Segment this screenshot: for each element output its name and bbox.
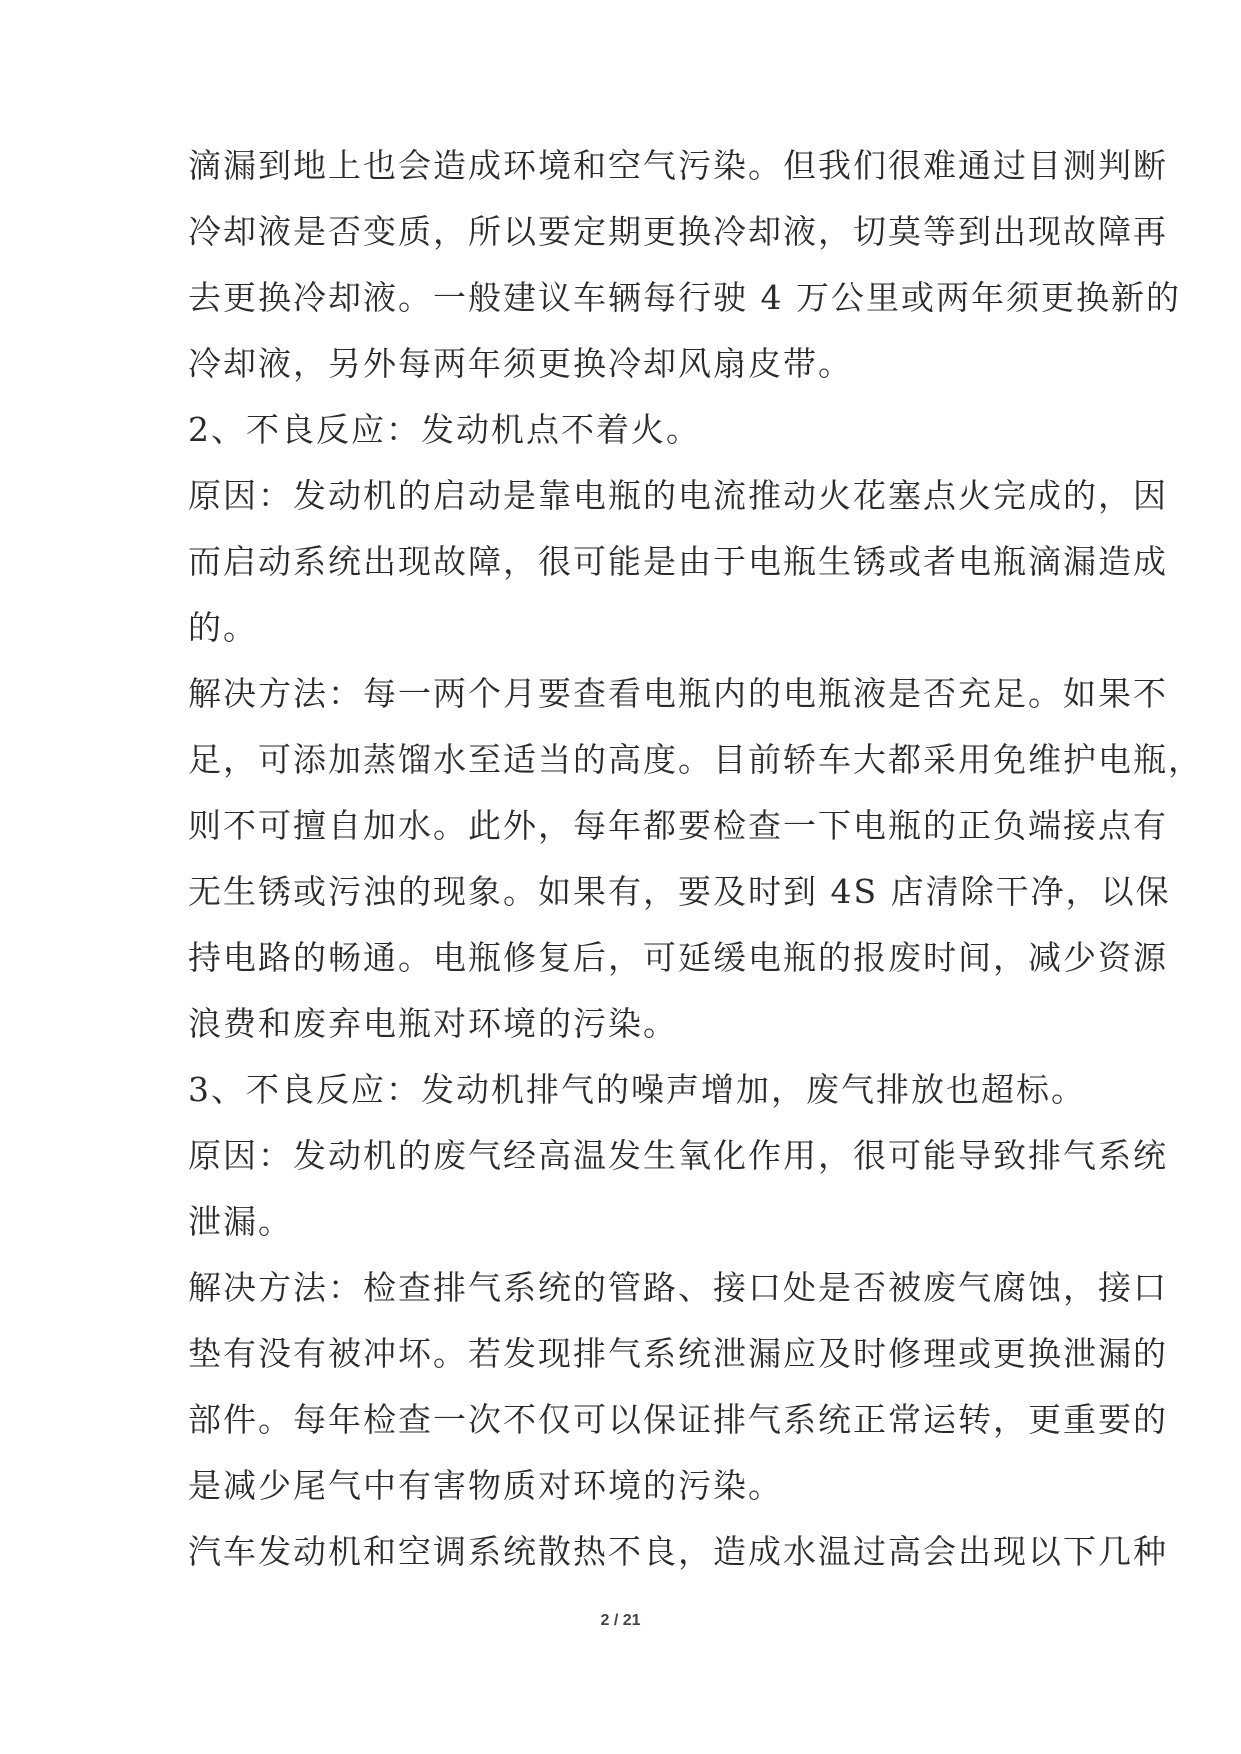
section-heading: 3、不良反应：发动机排气的噪声增加，废气排放也超标。 (188, 1070, 1086, 1109)
text-line: 垫有没有被冲坏。若发现排气系统泄漏应及时修理或更换泄漏的 (188, 1334, 1168, 1373)
page-number: 2 / 21 (600, 1612, 641, 1629)
text-line: 的。 (188, 608, 258, 647)
section-heading: 2、不良反应：发动机点不着火。 (188, 410, 701, 449)
text-line: 原因：发动机的废气经高温发生氧化作用，很可能导致排气系统 (188, 1136, 1168, 1175)
text-line: 浪费和废弃电瓶对环境的污染。 (188, 1004, 678, 1043)
text-line: 持电路的畅通。电瓶修复后，可延缓电瓶的报废时间，减少资源 (188, 938, 1168, 977)
text-line: 部件。每年检查一次不仅可以保证排气系统正常运转，更重要的 (188, 1400, 1168, 1439)
text-line: 原因：发动机的启动是靠电瓶的电流推动火花塞点火完成的，因 (188, 476, 1168, 515)
text-line: 冷却液，另外每两年须更换冷却风扇皮带。 (188, 344, 853, 383)
text-line: 解决方法：检查排气系统的管路、接口处是否被废气腐蚀，接口 (188, 1268, 1168, 1307)
text-line: 则不可擅自加水。此外，每年都要检查一下电瓶的正负端接点有 (188, 806, 1168, 845)
text-line: 解决方法：每一两个月要查看电瓶内的电瓶液是否充足。如果不 (188, 674, 1168, 713)
text-line: 是减少尾气中有害物质对环境的污染。 (188, 1466, 783, 1505)
text-line: 无生锈或污浊的现象。如果有，要及时到 4S 店清除干净，以保 (188, 872, 1171, 911)
text-line: 去更换冷却液。一般建议车辆每行驶 4 万公里或两年须更换新的 (188, 278, 1181, 317)
text-line: 汽车发动机和空调系统散热不良，造成水温过高会出现以下几种 (188, 1532, 1168, 1571)
text-line: 滴漏到地上也会造成环境和空气污染。但我们很难通过目测判断 (188, 146, 1168, 185)
text-line: 泄漏。 (188, 1202, 293, 1241)
text-line: 而启动系统出现故障，很可能是由于电瓶生锈或者电瓶滴漏造成 (188, 542, 1168, 581)
text-line: 冷却液是否变质，所以要定期更换冷却液，切莫等到出现故障再 (188, 212, 1168, 251)
text-line: 足，可添加蒸馏水至适当的高度。目前轿车大都采用免维护电瓶， (188, 740, 1203, 779)
